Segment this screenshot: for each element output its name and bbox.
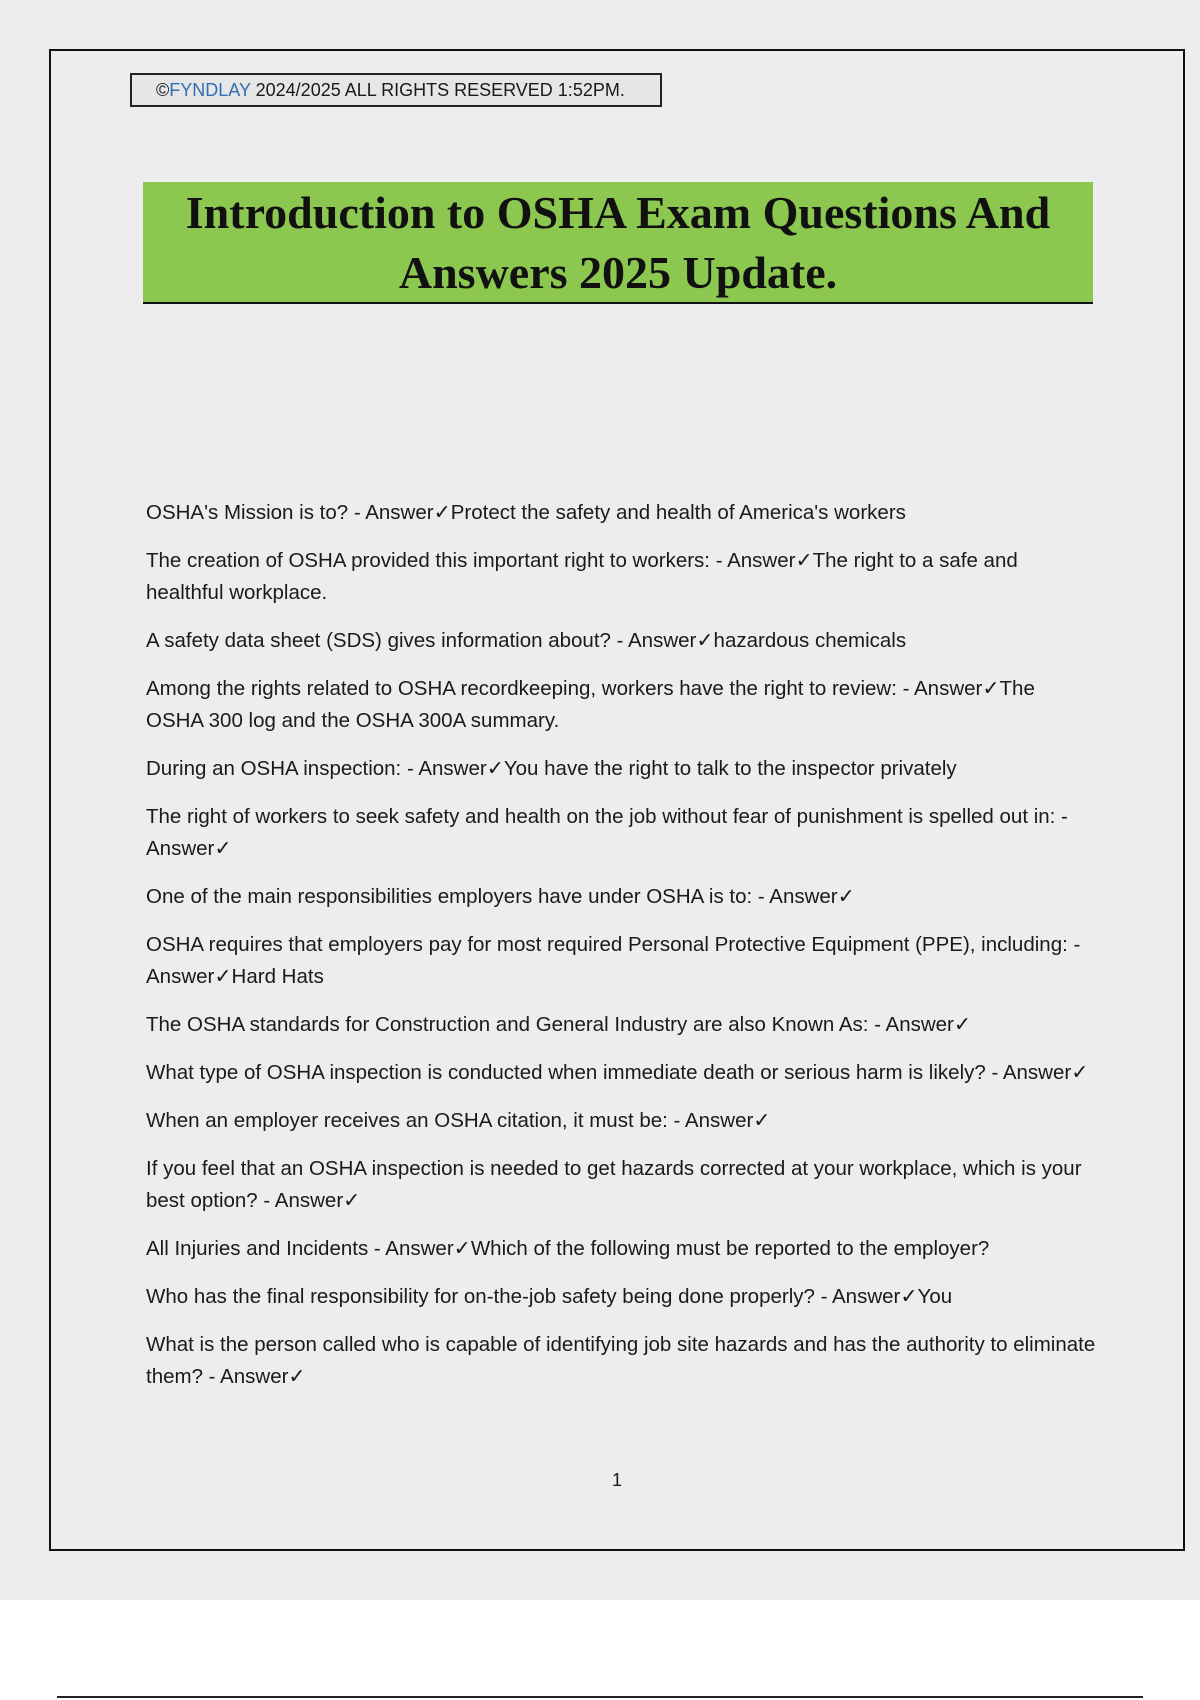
qa-item: Among the rights related to OSHA recordkeeping, workers have the right to review: - Answer✓The OSHA 300 log and the OSHA 300A summary. <box>146 677 1035 732</box>
qa-item: All Injuries and Incidents - Answer✓Which of the following must be reported to the employer? <box>146 1237 990 1260</box>
title-line-1: Introduction to OSHA Exam Questions And <box>185 187 1051 238</box>
copyright-notice <box>130 73 662 107</box>
qa-item: When an employer receives an OSHA citation, it must be: - Answer✓ <box>146 1109 771 1132</box>
qa-item: During an OSHA inspection: - Answer✓You have the right to talk to the inspector privately <box>146 757 957 780</box>
document-title <box>143 182 1093 304</box>
question-answer-list <box>146 497 1096 1409</box>
qa-item: The right of workers to seek safety and health on the job without fear of punishment is spelled out in: - Answer✓ <box>146 805 1068 860</box>
qa-item: OSHA requires that employers pay for most required Personal Protective Equipment (PPE), including: - Answer✓Hard Hats <box>146 933 1081 988</box>
qa-item: What type of OSHA inspection is conducted when immediate death or serious harm is likely? - Answer✓ <box>146 1061 1089 1084</box>
copyright-symbol: © <box>156 80 170 100</box>
qa-item: The creation of OSHA provided this important right to workers: - Answer✓The right to a safe and healthful workplace. <box>146 549 1018 604</box>
rights-text: 2024/2025 ALL RIGHTS RESERVED 1:52PM. <box>250 80 625 100</box>
qa-item: Who has the final responsibility for on-the-job safety being done properly? - Answer✓You <box>146 1285 953 1308</box>
title-line-2: Answers 2025 Update. <box>398 247 838 298</box>
qa-item: If you feel that an OSHA inspection is needed to get hazards corrected at your workplace, which is your best option? - Answer✓ <box>146 1157 1082 1212</box>
brand-name: FYNDLAY <box>169 80 251 100</box>
qa-item: OSHA's Mission is to? - Answer✓Protect the safety and health of America's workers <box>146 501 906 524</box>
qa-item: A safety data sheet (SDS) gives information about? - Answer✓hazardous chemicals <box>146 629 907 652</box>
qa-item: The OSHA standards for Construction and General Industry are also Known As: - Answer✓ <box>146 1013 972 1036</box>
bottom-divider <box>57 1696 1143 1698</box>
qa-item: One of the main responsibilities employers have under OSHA is to: - Answer✓ <box>146 885 855 908</box>
page-number: 1 <box>611 1470 622 1490</box>
qa-item: What is the person called who is capable of identifying job site hazards and has the authority to eliminate them? - Answer✓ <box>146 1333 1096 1388</box>
